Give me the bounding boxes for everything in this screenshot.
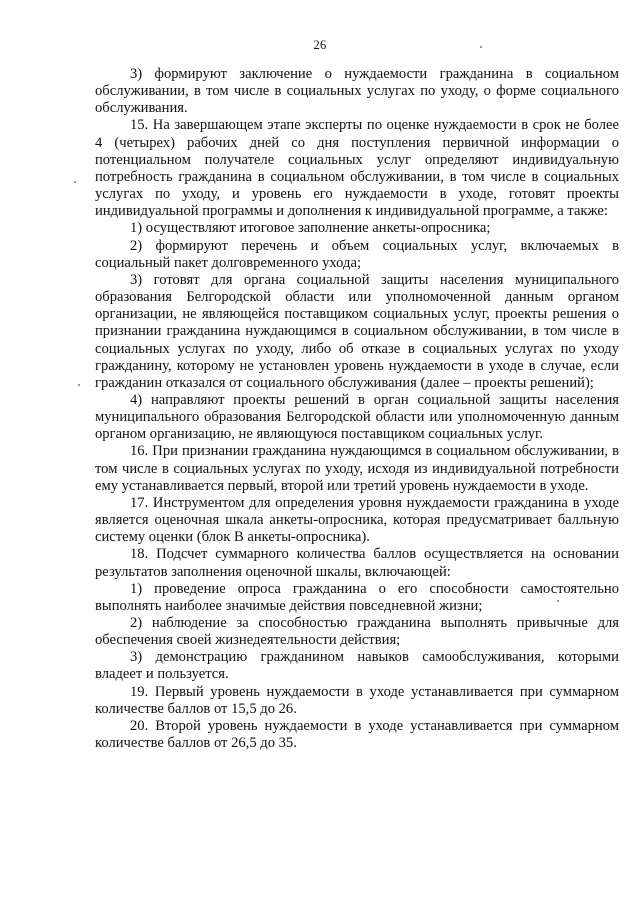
paragraph-15-item-2: 2) формируют перечень и объем социальных услуг, включаемых в социальный пакет долговременного ухода; [95,237,619,271]
paragraph-16: 16. При признании гражданина нуждающимся в социальном обслуживании, в том числе в социальных услугах по уходу, исходя из индивидуальной потребности ему устанавливается первый, второй или третий уровень нуждаемости в уходе. [95,443,619,494]
paragraph-18-item-1: 1) проведение опроса гражданина о его способности самостоятельно выполнять наиболее значимые действия повседневной жизни; [95,580,619,614]
paragraph-20: 20. Второй уровень нуждаемости в уходе устанавливается при суммарном количестве баллов от 26,5 до 35. [95,717,619,752]
scan-speck [480,46,482,48]
scan-speck [78,384,80,386]
paragraph-3-conclusion: 3) формируют заключение о нуждаемости гражданина в социальном обслуживании, в том числе в социальных услугах по уходу, о форме социального обслуживания. [95,66,619,117]
paragraph-15-final-stage: 15. На завершающем этапе эксперты по оценке нуждаемости в срок не более 4 (четырех) рабочих дней со дня поступления первичной информации о потенциальном получателе социальных услуг определяют индивидуальную потребность гражданина в социальном обслуживании, в том числе в социальных услугах по уходу, и уровень его нуждаемости в уходе, готовят проекты индивидуальной программы и дополнения к индивидуальной программе, а также: [95,117,619,220]
page-number: 26 [313,38,327,52]
paragraph-18-item-3: 3) демонстрацию гражданином навыков самообслуживания, которыми владеет и пользуется. [95,649,619,683]
document-body [95,66,619,752]
scan-speck [74,181,76,183]
paragraph-18: 18. Подсчет суммарного количества баллов осуществляется на основании результатов заполнения оценочной шкалы, включающей: [95,546,619,580]
paragraph-17: 17. Инструментом для определения уровня нуждаемости гражданина в уходе является оценочная шкала анкеты-опросника, которая предусматривает балльную систему оценки (блок В анкеты-опросника). [95,494,619,546]
paragraph-19: 19. Первый уровень нуждаемости в уходе устанавливается при суммарном количестве баллов от 15,5 до 26. [95,683,619,717]
scan-speck [557,600,559,602]
paragraph-18-item-2: 2) наблюдение за способностью гражданина выполнять привычные для обеспечения своей жизнедеятельности действия; [95,615,619,649]
paragraph-15-item-4: 4) направляют проекты решений в орган социальной защиты населения муниципального образования Белгородской области или уполномоченную данным органом организацию, не являющуюся поставщиком социальных услуг. [95,391,619,443]
paragraph-15-item-3: 3) готовят для органа социальной защиты населения муниципального образования Белгородской области или уполномоченной данным органом организации, не являющейся поставщиком социальных услуг, проекты решения о признании гражданина нуждающимся в социальном обслуживании, в том числе в социальных услугах по уходу, либо об отказе в социальных услугах по уходу гражданину, которому не установлен уровень нуждаемости в уходе в случае, если гражданин отказался от социального обслуживания (далее – проекты решений); [95,271,619,391]
paragraph-15-item-1: 1) осуществляют итоговое заполнение анкеты-опросника; [130,220,491,237]
